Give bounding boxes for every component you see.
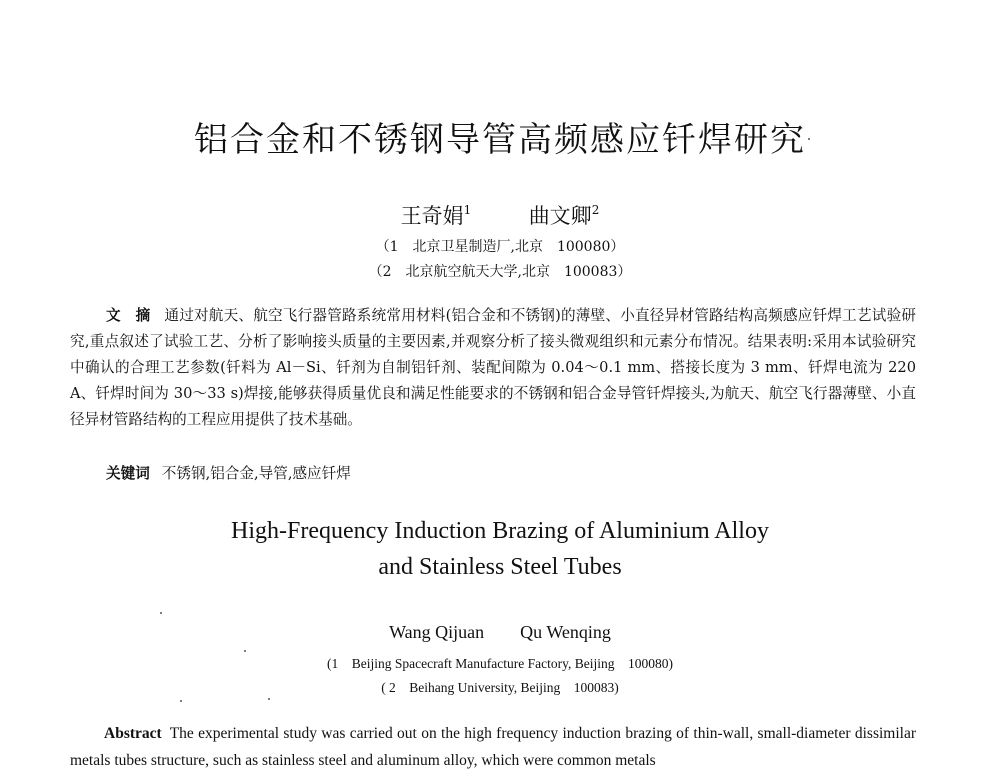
chinese-abstract-label: 文 摘 (106, 307, 151, 324)
author-1-name: 王奇娟 (400, 204, 464, 228)
english-affiliation-1: (1 Beijing Spacecraft Manufacture Factory, Beijing 100080) (327, 656, 673, 671)
scan-speck (244, 650, 246, 652)
author-1-affil-marker: 1 (463, 203, 472, 217)
english-authors (0, 622, 1000, 643)
english-author-2: Qu Wenqing (520, 622, 611, 642)
chinese-affiliation-1: （1 北京卫星制造厂,北京 100080） (375, 239, 625, 255)
chinese-abstract-text: 通过对航天、航空飞行器管路系统常用材料(铝合金和不锈钢)的薄壁、小直径异材管路结构高频感应钎焊工艺试验研究,重点叙述了试验工艺、分析了影响接头质量的主要因素,并观察分析了接头微观组织和元素分布情况。结果表明:采用本试验研究中确认的合理工艺参数(钎料为 Al－Si、钎剂为自制铝钎剂、装配间隙为 0.04～0.1 mm、搭接长度为 3 mm、钎焊电流为 220 A、钎焊时间为 30～33 s)焊接,能够获得质量优良和满足性能要求的不锈钢和铝合金导管钎焊接头,为航天、航空飞行器薄壁、小直径异材管路结构的工程应用提供了技术基础。 (70, 307, 916, 428)
english-abstract-text: The experimental study was carried out on the high frequency induction brazing of thin-wall, small-diameter dissimilar metals tubes structure, such as stainless steel and aluminum alloy, which were common metals (70, 725, 916, 769)
scan-speck (180, 700, 182, 702)
chinese-affiliation-2: （2 北京航空航天大学,北京 100083） (368, 264, 632, 280)
chinese-title: 铝合金和不锈钢导管高频感应钎焊研究 (194, 120, 806, 160)
english-abstract-label: Abstract (104, 725, 162, 742)
english-title-line-2: and Stainless Steel Tubes (378, 554, 622, 580)
chinese-keywords-text: 不锈钢,铝合金,导管,感应钎焊 (161, 465, 351, 482)
english-abstract (70, 720, 916, 774)
scan-speck (160, 612, 162, 614)
author-2-name: 曲文卿 (528, 204, 592, 228)
author-2-affil-marker: 2 (591, 203, 600, 217)
chinese-keywords (106, 462, 906, 483)
scan-speck (808, 138, 810, 140)
english-title-line-1: High-Frequency Induction Brazing of Aluminium Alloy (231, 518, 769, 544)
chinese-keywords-label: 关键词 (106, 465, 150, 482)
english-author-1: Wang Qijuan (389, 622, 485, 642)
chinese-authors (0, 200, 1000, 230)
chinese-abstract (70, 303, 916, 433)
english-title (0, 513, 1000, 585)
english-affiliation-2: ( 2 Beihang University, Beijing 100083) (381, 680, 619, 695)
scan-speck (268, 698, 270, 700)
